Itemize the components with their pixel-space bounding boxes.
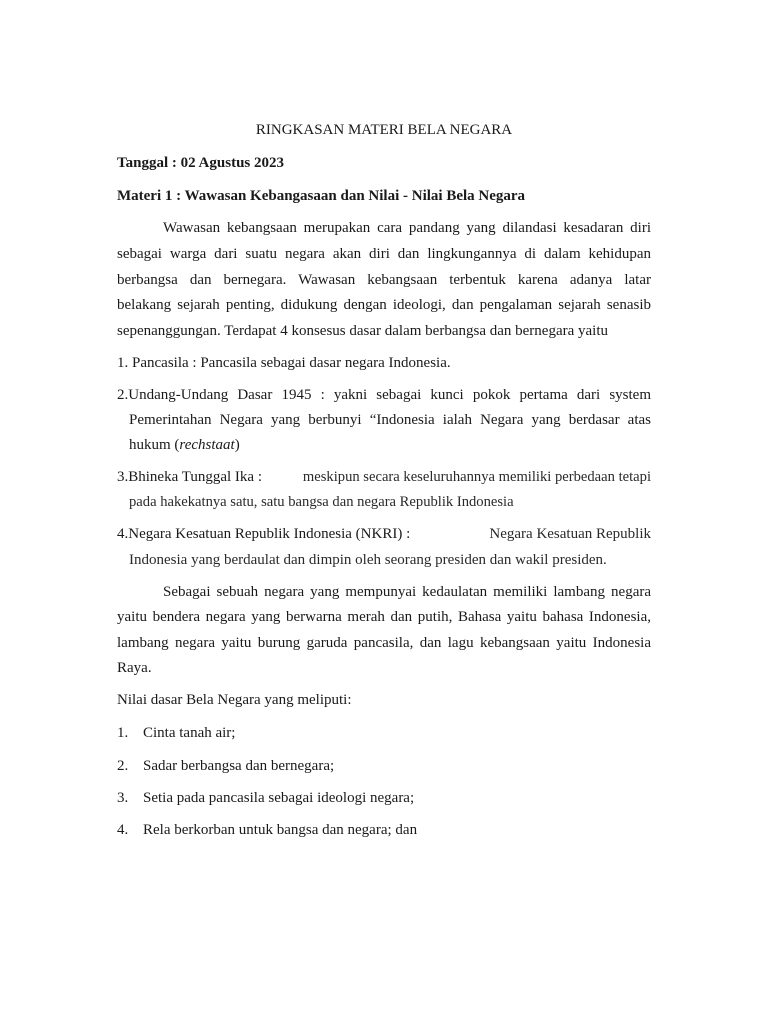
para1-line1: Wawasan kebangsaan merupakan cara pandang yang dilandasi kesadaran diri — [163, 220, 651, 236]
para2-line3: lambang negara yaitu burung garuda pancasila, dan lagu kebangsaan yaitu Indonesia — [117, 635, 651, 651]
consensus-item-2-line2: Pemerintahan Negara yang berbunyi “Indonesia ialah Negara yang berdasar atas — [129, 412, 651, 428]
consensus-item-4-line2: Indonesia yang berdaulat dan dimpin oleh seorang presiden dan wakil presiden. — [129, 552, 607, 568]
para1-line2: sebagai warga dari suatu negara akan diri dan lingkungannya di dalam kehidupan — [117, 246, 651, 262]
value-4-text: Rela berkorban untuk bangsa dan negara; dan — [143, 822, 418, 838]
consensus-item-3-line2: pada hakekatnya satu, satu bangsa dan negara Republik Indonesia — [129, 494, 514, 510]
value-2-text: Sadar berbangsa dan bernegara; — [143, 758, 335, 774]
para2-line2: yaitu bendera negara yang berwarna merah dan putih, Bahasa yaitu bahasa Indonesia, — [117, 609, 651, 625]
consensus-item-4-line1: 4.Negara Kesatuan Republik Indonesia (NKRI) : Negara Kesatuan Republik — [117, 526, 651, 542]
para1-line4: belakang sejarah penting, didukung dengan ideologi, dan pengalaman sejarah senasib — [117, 297, 651, 313]
value-2-number: 2. — [117, 758, 129, 774]
consensus-item-2-line3: hukum (rechstaat) — [129, 437, 240, 453]
value-1-number: 1. — [117, 725, 129, 741]
para1-line3: berbangsa dan bernegara. Wawasan kebangsaan terbentuk karena adanya latar — [117, 272, 651, 288]
para2-line4: Raya. — [117, 660, 152, 676]
consensus-item-3-line1: 3.Bhineka Tunggal Ika : meskipun secara keseluruhannya memiliki perbedaan tetapi — [117, 469, 651, 485]
value-3-text: Setia pada pancasila sebagai ideologi negara; — [143, 790, 415, 806]
value-1-text: Cinta tanah air; — [143, 725, 236, 741]
document-title: RINGKASAN MATERI BELA NEGARA — [255, 122, 513, 138]
consensus-item-1: 1. Pancasila : Pancasila sebagai dasar negara Indonesia. — [117, 355, 451, 371]
value-3-number: 3. — [117, 790, 129, 806]
para1-line5: sepenanggungan. Terdapat 4 konsesus dasar dalam berbangsa dan bernegara yaitu — [117, 323, 608, 339]
value-4-number: 4. — [117, 822, 129, 838]
para2-line1: Sebagai sebuah negara yang mempunyai kedaulatan memiliki lambang negara — [163, 584, 651, 600]
materi-heading: Materi 1 : Wawasan Kebangasaan dan Nilai - Nilai Bela Negara — [117, 188, 526, 204]
date-line: Tanggal : 02 Agustus 2023 — [117, 155, 284, 171]
values-intro: Nilai dasar Bela Negara yang meliputi: — [117, 692, 352, 708]
consensus-item-2-line1: 2.Undang-Undang Dasar 1945 : yakni sebagai kunci pokok pertama dari system — [117, 387, 651, 403]
